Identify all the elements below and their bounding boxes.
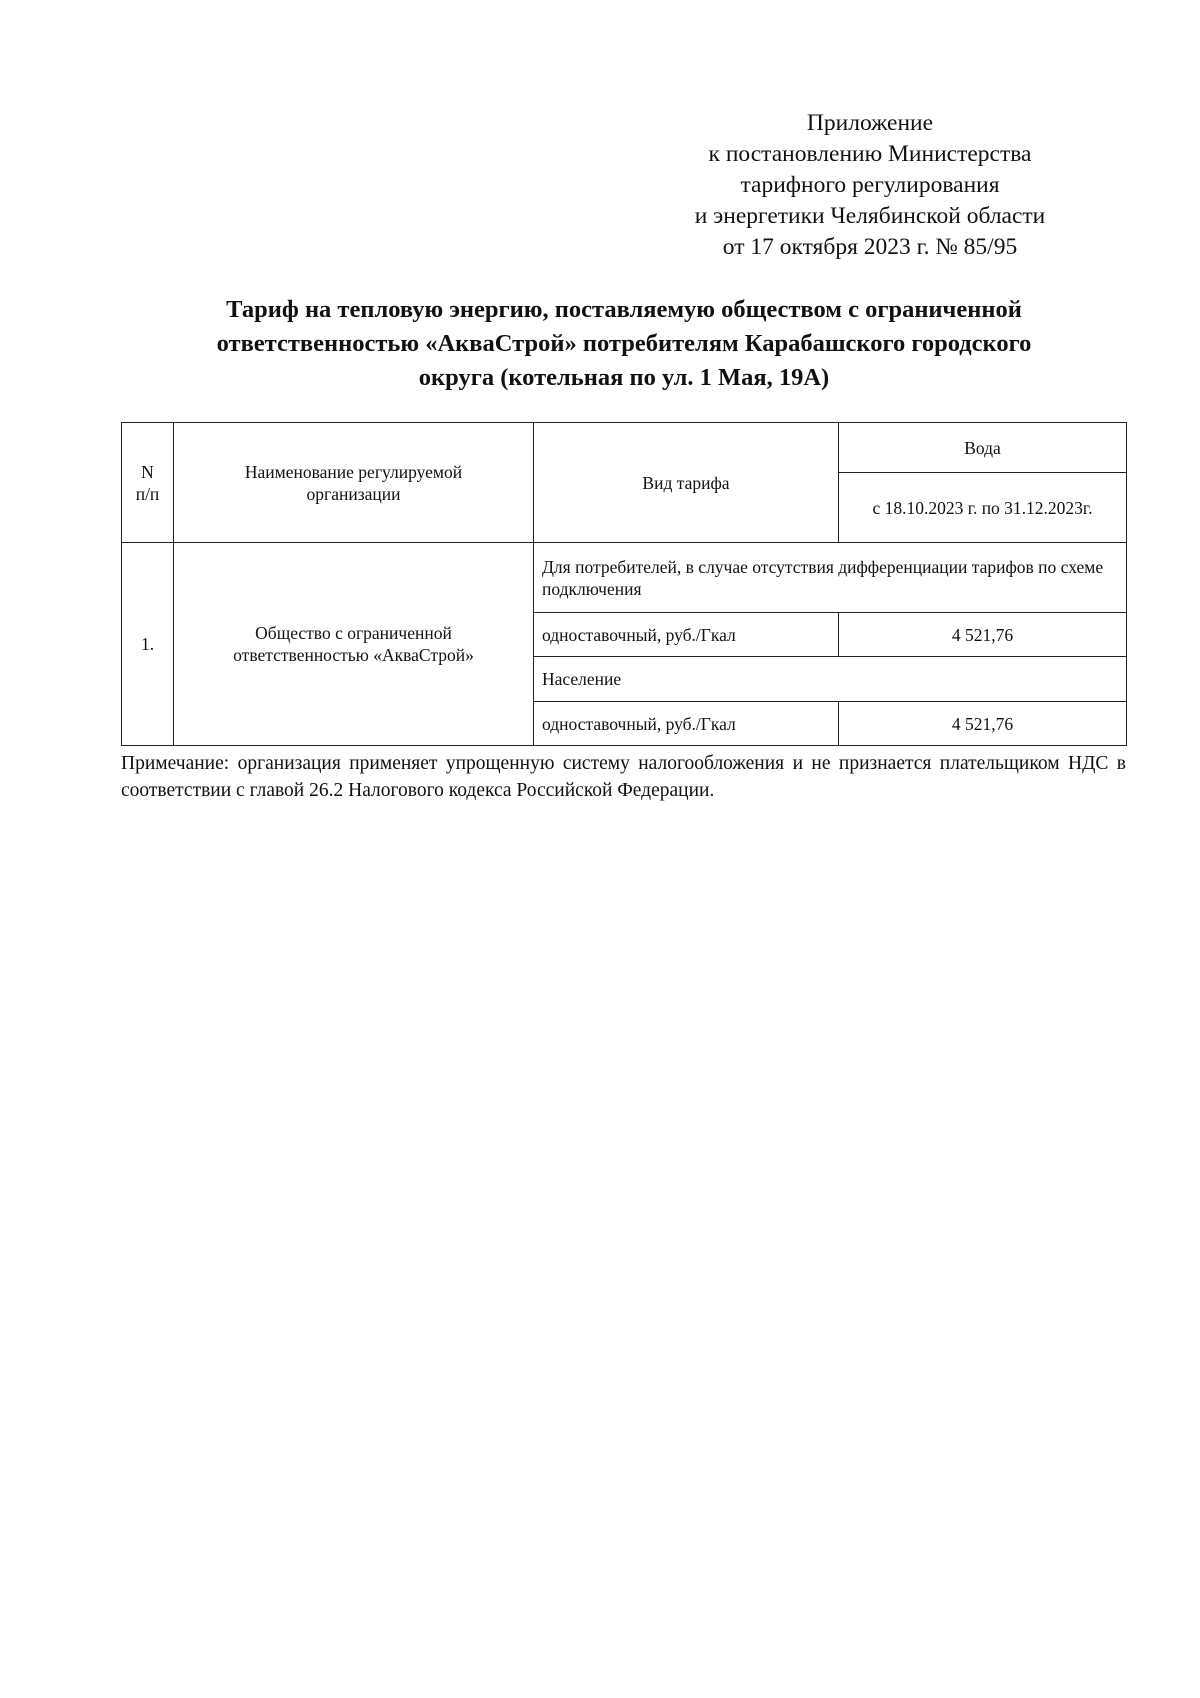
appendix-line: и энергетики Челябинской области bbox=[694, 203, 1046, 229]
header-number-line: п/п bbox=[135, 483, 160, 504]
title-line: округа (котельная по ул. 1 Мая, 19А) bbox=[418, 364, 830, 391]
row-tariff-value: 4 521,76 bbox=[839, 702, 1127, 746]
tariff-table bbox=[121, 422, 1127, 746]
title-line: ответственностью «АкваСтрой» потребителям Карабашского городского bbox=[216, 330, 1032, 357]
row-number: 1. bbox=[122, 543, 174, 746]
header-row bbox=[122, 423, 1127, 473]
header-number-line: N bbox=[141, 461, 154, 482]
header-organization: Наименование регулируемой организации bbox=[174, 423, 534, 543]
row-organization: Общество с ограниченной ответственностью «АкваСтрой» bbox=[174, 543, 534, 746]
footnote: Примечание: организация применяет упрощенную систему налогообложения и не признается плательщиком НДС в соответствии с главой 26.2 Налогового кодекса Российской Федерации. bbox=[121, 753, 1126, 801]
row-tariff-type: одноставочный, руб./Гкал bbox=[534, 613, 839, 657]
row-tariff-type: одноставочный, руб./Гкал bbox=[534, 702, 839, 746]
row-section-consumers: Для потребителей, в случае отсутствия дифференциации тарифов по схеме подключения bbox=[534, 543, 1127, 613]
header-tariff-type: Вид тарифа bbox=[534, 423, 839, 543]
document-title bbox=[118, 293, 1130, 395]
appendix-block bbox=[640, 108, 1100, 263]
appendix-line: тарифного регулирования bbox=[740, 172, 1000, 198]
header-group: Вода bbox=[839, 423, 1127, 473]
table-row bbox=[122, 543, 1127, 613]
row-section-population: Население bbox=[534, 657, 1127, 702]
row-tariff-value: 4 521,76 bbox=[839, 613, 1127, 657]
header-number bbox=[122, 423, 174, 543]
appendix-line: Приложение bbox=[806, 110, 934, 136]
appendix-line: от 17 октября 2023 г. № 85/95 bbox=[722, 234, 1018, 260]
header-period: с 18.10.2023 г. по 31.12.2023г. bbox=[839, 473, 1127, 543]
appendix-line: к постановлению Министерства bbox=[708, 141, 1032, 167]
title-line: Тариф на тепловую энергию, поставляемую обществом с ограниченной bbox=[226, 296, 1022, 323]
